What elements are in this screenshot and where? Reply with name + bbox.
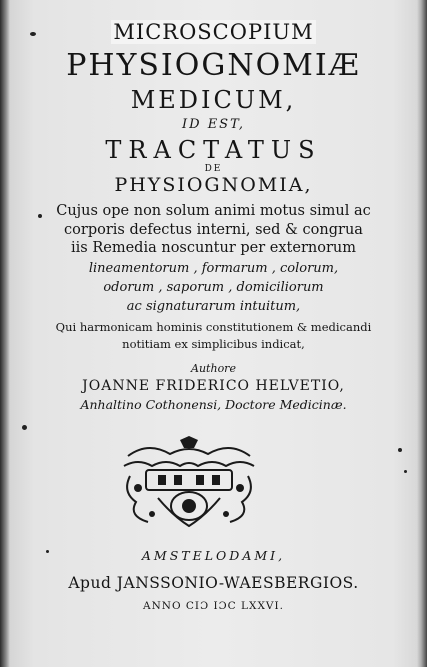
imprint-publisher: Apud JANSSONIO-WAESBERGIOS. [68,574,359,592]
author-title: Anhaltino Cothonensi, Doctore Medicinæ. [80,397,347,412]
title-physiognomia: PHYSIOGNOMIA, [114,174,313,196]
imprint-city: AMSTELODAMI, [141,548,286,563]
author-label: Authore [191,362,236,375]
description-italic-line: odorum , saporum , domiciliorum [103,280,324,295]
description-italic-line: ac signaturarum intuitum, [126,299,301,314]
foxing-spot [398,448,402,452]
foxing-spot [22,425,27,430]
description-line: Cujus ope non solum animi motus simul ac [56,203,371,219]
title-tractatus: TRACTATUS [105,136,322,164]
description-small-line: notitiam ex simplicibus indicat, [122,337,305,351]
description-line: iis Remedia noscuntur per externorum [71,240,356,256]
description-italic-line: lineamentorum , formarum , colorum, [88,261,339,276]
foxing-spot [404,470,407,473]
title-word-physiognomiae: PHYSIOGNOMIÆ [66,48,361,83]
printer-device-ornament-icon [118,436,260,532]
description-line: corporis defectus interni, sed & congrua [64,222,363,238]
title-de: DE [204,164,223,174]
foxing-spot [30,32,36,36]
description-small-line: Qui harmonicam hominis constitutionem & medicandi [55,320,372,334]
title-id-est: ID EST, [182,117,245,132]
author-name: JOANNE FRIDERICO HELVETIO, [82,378,345,394]
imprint-year: ANNO CIƆ IƆC LXXVI. [142,600,284,612]
foxing-spot [38,214,42,218]
title-word-microscopium: MICROSCOPIUM [113,20,314,44]
title-word-medicum: MEDICUM, [130,86,297,114]
foxing-spot [46,550,49,553]
